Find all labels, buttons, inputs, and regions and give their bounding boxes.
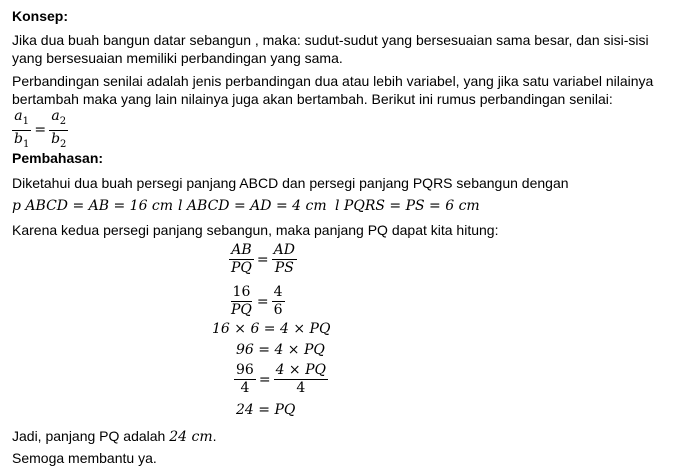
formula-a1-sub: 1 [22, 115, 30, 127]
step-2-right-num: 4 [273, 284, 283, 300]
given-width-pqrs: l PQRS = PS = 6 cm [335, 198, 480, 214]
step-6-result: 24 = PQ [236, 402, 296, 418]
step-4-equation: 96 = 4 × PQ [236, 342, 325, 358]
conclusion-text: Jadi, panjang PQ adalah [12, 428, 170, 444]
step-3-equation: 16 × 6 = 4 × PQ [212, 321, 331, 337]
formula-b2-sub: 2 [60, 138, 67, 150]
konsep-heading: Konsep: [12, 8, 68, 24]
conclusion-period: . [212, 428, 217, 444]
step-5-right-num: 4 × PQ [275, 362, 326, 378]
step-5-equation [234, 362, 328, 397]
step-5-equals: = [258, 371, 271, 388]
step-2-left-den: PQ [231, 302, 252, 318]
formula-b1: b [14, 130, 23, 147]
step-5-left-den: 4 [240, 380, 250, 396]
closing-text: Semoga membantu ya. [12, 450, 157, 466]
step-2-right-den: 6 [273, 302, 283, 318]
given-length-abcd: p ABCD = AB = 16 cm [12, 198, 174, 214]
formula-a2: a [51, 108, 60, 124]
konsep-paragraph-1-line-2: yang bersesuaian memiliki perbandingan yang sama. [12, 50, 343, 66]
conclusion-value: 24 cm [169, 429, 213, 445]
step-1-right-den: PS [274, 260, 294, 276]
formula-b2: b [51, 130, 61, 147]
step-2-equals: = [256, 293, 269, 310]
conclusion [12, 427, 217, 446]
step-1-left-den: PQ [231, 260, 252, 276]
step-5-right-den: 4 [296, 380, 306, 396]
pembahasan-reason: Karena kedua persegi panjang sebangun, maka panjang PQ dapat kita hitung: [12, 222, 499, 238]
pembahasan-intro: Diketahui dua buah persegi panjang ABCD dan persegi panjang PQRS sebangun dengan [12, 175, 569, 191]
step-2-equation [229, 284, 285, 319]
formula-right-fraction [49, 108, 68, 153]
pembahasan-heading: Pembahasan: [12, 150, 104, 166]
formula-a2-sub: 2 [59, 115, 67, 127]
step-2-left-num: 16 [232, 284, 251, 300]
formula-b1-sub: 1 [22, 138, 30, 150]
step-1-left-num: AB [231, 242, 252, 258]
formula-a1: a [14, 108, 23, 124]
step-1-equation [229, 242, 297, 277]
given-width-abcd: l ABCD = AD = 4 cm [178, 198, 327, 214]
konsep-paragraph-2-line-2: bertambah maka yang lain nilainya juga akan bertambah. Berikut ini rumus perbandingan senilai: [12, 91, 613, 107]
konsep-paragraph-1-line-1: Jika dua buah bangun datar sebangun , maka: sudut-sudut yang bersesuaian sama besar, dan sisi-sisi [12, 32, 649, 48]
step-1-equals: = [256, 251, 269, 268]
proportion-formula [12, 108, 68, 153]
step-1-right-num: AD [273, 242, 295, 258]
formula-left-fraction [12, 108, 31, 153]
formula-equals: = [34, 122, 47, 139]
konsep-paragraph-2-line-1: Perbandingan senilai adalah jenis perbandingan dua atau lebih variabel, yang jika satu variabel nilainya [12, 73, 654, 89]
step-5-left-num: 96 [236, 362, 254, 378]
